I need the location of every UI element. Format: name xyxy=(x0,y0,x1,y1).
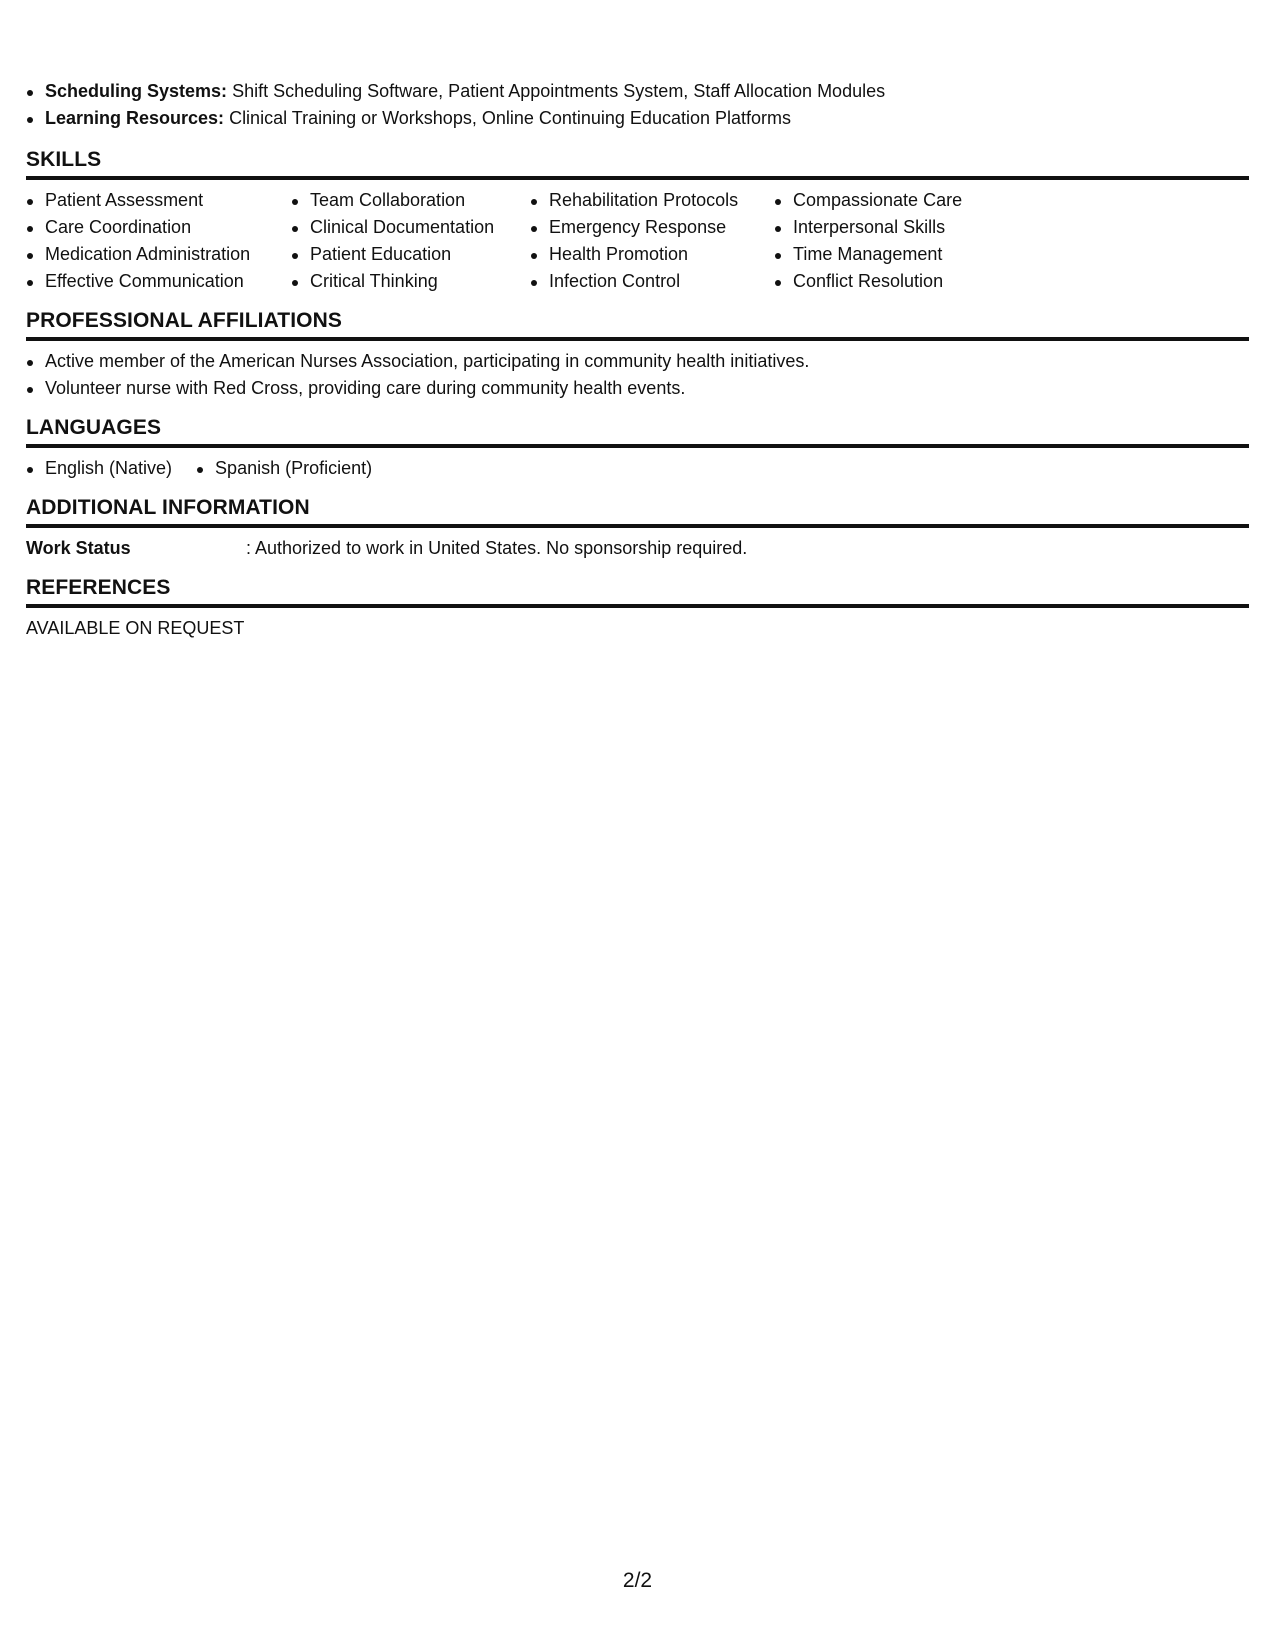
work-status-row xyxy=(26,535,1249,562)
affiliations-section xyxy=(26,308,1249,402)
language-item: English (Native) xyxy=(26,455,172,482)
skills-column xyxy=(774,187,1024,295)
languages-list xyxy=(26,455,1249,482)
skills-grid xyxy=(26,187,1249,295)
work-status-label: Work Status xyxy=(26,538,131,558)
skills-column xyxy=(26,187,291,295)
skills-section xyxy=(26,147,1249,295)
additional-info-section xyxy=(26,495,1249,562)
section-title: ADDITIONAL INFORMATION xyxy=(26,495,1249,528)
language-item: Spanish (Proficient) xyxy=(196,455,372,482)
skill-item: Critical Thinking xyxy=(291,268,530,295)
skill-item: Emergency Response xyxy=(530,214,774,241)
skill-item: Rehabilitation Protocols xyxy=(530,187,774,214)
references-section xyxy=(26,575,1249,642)
skill-item: Time Management xyxy=(774,241,1024,268)
section-title: PROFESSIONAL AFFILIATIONS xyxy=(26,308,1249,341)
skill-item: Interpersonal Skills xyxy=(774,214,1024,241)
skill-item: Team Collaboration xyxy=(291,187,530,214)
affiliation-item: Volunteer nurse with Red Cross, providing care during community health events. xyxy=(26,375,1249,402)
list-item xyxy=(26,105,1249,132)
skill-item: Patient Assessment xyxy=(26,187,291,214)
skill-item: Care Coordination xyxy=(26,214,291,241)
list-item xyxy=(26,78,1249,105)
tool-category-label: Learning Resources: xyxy=(45,108,225,128)
section-title: SKILLS xyxy=(26,147,1249,180)
affiliation-item: Active member of the American Nurses Association, participating in community health initiatives. xyxy=(26,348,1249,375)
skill-item: Patient Education xyxy=(291,241,530,268)
tool-category-value: Shift Scheduling Software, Patient Appointments System, Staff Allocation Modules xyxy=(227,81,886,101)
skill-item: Infection Control xyxy=(530,268,774,295)
resume-page xyxy=(26,78,1249,655)
references-text: AVAILABLE ON REQUEST xyxy=(26,618,245,638)
skill-item: Clinical Documentation xyxy=(291,214,530,241)
technical-tools-list xyxy=(26,78,1249,132)
skill-item: Conflict Resolution xyxy=(774,268,1024,295)
skill-item: Effective Communication xyxy=(26,268,291,295)
affiliations-list xyxy=(26,348,1249,402)
skills-column xyxy=(530,187,774,295)
page-number: 2/2 xyxy=(622,1569,653,1592)
skill-item: Compassionate Care xyxy=(774,187,1024,214)
tool-category-value: Clinical Training or Workshops, Online Continuing Education Platforms xyxy=(224,108,792,128)
tool-category-label: Scheduling Systems: xyxy=(45,81,228,101)
section-title: LANGUAGES xyxy=(26,415,1249,448)
work-status-value: : Authorized to work in United States. No sponsorship required. xyxy=(246,538,748,558)
languages-section xyxy=(26,415,1249,482)
skills-column xyxy=(291,187,530,295)
skill-item: Medication Administration xyxy=(26,241,291,268)
section-title: REFERENCES xyxy=(26,575,1249,608)
skill-item: Health Promotion xyxy=(530,241,774,268)
